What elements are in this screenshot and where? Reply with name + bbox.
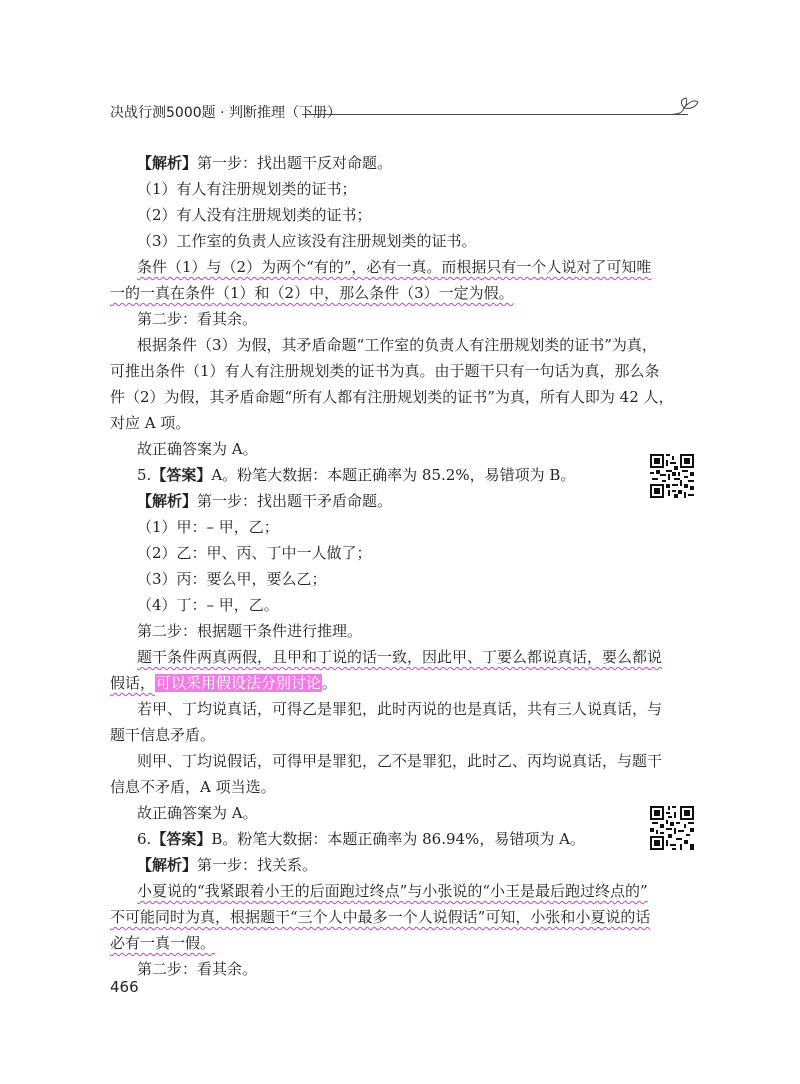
paragraph: 假话，可以采用假设法分别讨论。	[110, 674, 338, 692]
answer-line: 6.【答案】B。粉笔大数据：本题正确率为 86.94%，易错项为 A。	[137, 830, 585, 848]
paragraph: 小夏说的“我紧跟着小王的后面跑过终点”与小张说的“小王是最后跑过终点的”	[137, 882, 648, 900]
paragraph: 件（2）为假，其矛盾命题“所有人都有注册规划类的证书”为真，所有人即为 42 人，	[110, 388, 674, 406]
paragraph: （3）工作室的负责人应该没有注册规划类的证书。	[137, 232, 477, 250]
paragraph: 第二步：看其余。	[137, 310, 258, 328]
paragraph: 必有一真一假。	[110, 934, 216, 952]
sprout-icon	[672, 94, 700, 118]
paragraph: 信息不矛盾，A 项当选。	[110, 778, 276, 796]
paragraph: 则甲、丁均说假话，可得甲是罪犯，乙不是罪犯，此时乙、丙均说真话，与题干	[137, 752, 663, 770]
qr-code-icon[interactable]	[650, 806, 694, 850]
answer-line: 5.【答案】A。粉笔大数据：本题正确率为 85.2%，易错项为 B。	[137, 466, 576, 484]
paragraph: 【解析】第一步：找出题干反对命题。	[137, 154, 393, 172]
page-number: 466	[110, 978, 139, 996]
paragraph: 【解析】第一步：找关系。	[137, 856, 318, 874]
highlight: 可以采用假设法分别讨论	[156, 674, 322, 692]
paragraph: （3）丙：要么甲，要么乙；	[137, 570, 327, 588]
solution-body	[110, 150, 674, 982]
paragraph: 第二步：根据题干条件进行推理。	[137, 622, 363, 640]
paragraph: 根据条件（3）为假，其矛盾命题“工作室的负责人有注册规划类的证书”为真，	[137, 336, 657, 354]
paragraph: 故正确答案为 A。	[137, 804, 258, 822]
paragraph: 条件（1）与（2）为两个“有的”，必有一真。而根据只有一个人说对了可知唯	[137, 258, 652, 276]
paragraph: 第二步：看其余。	[137, 960, 258, 978]
paragraph: 题干信息矛盾。	[110, 726, 216, 744]
paragraph: 若甲、丁均说真话，可得乙是罪犯，此时丙说的也是真话，共有三人说真话，与	[137, 700, 663, 718]
paragraph: （2）乙：甲、丙、丁中一人做了；	[137, 544, 372, 562]
paragraph: 一的一真在条件（1）和（2）中，那么条件（3）一定为假。	[110, 284, 514, 302]
paragraph: 题干条件两真两假，且甲和丁说的话一致，因此甲、丁要么都说真话，要么都说	[137, 648, 663, 666]
qr-code-icon[interactable]	[650, 454, 694, 498]
paragraph: （1）甲：– 甲，乙；	[137, 518, 279, 536]
header-rule	[302, 114, 688, 115]
paragraph: （1）有人有注册规划类的证书；	[137, 180, 357, 198]
paragraph: 对应 A 项。	[110, 414, 191, 432]
paragraph: 【解析】第一步：找出题干矛盾命题。	[137, 492, 393, 510]
paragraph: 故正确答案为 A。	[137, 440, 258, 458]
paragraph: （2）有人没有注册规划类的证书；	[137, 206, 372, 224]
paragraph: （4）丁：– 甲，乙。	[137, 596, 279, 614]
paragraph: 可推出条件（1）有人有注册规划类的证书为真。由于题干只有一句话为真，那么条	[110, 362, 660, 380]
running-header: 决战行测5000题 · 判断推理（下册）	[110, 105, 341, 121]
paragraph: 不可能同时为真，根据题干“三个人中最多一个人说假话”可知，小张和小夏说的话	[110, 908, 651, 926]
